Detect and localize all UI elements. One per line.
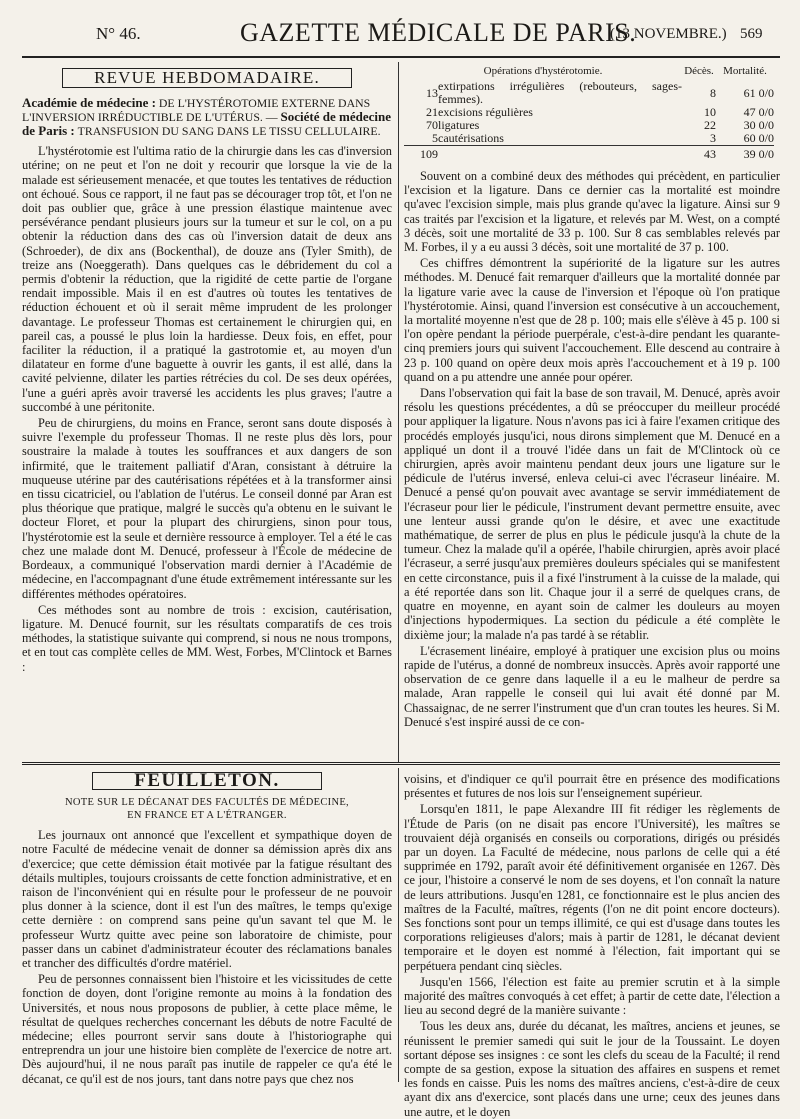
table-cell-label: extirpations irrégulières (rebouteurs, sages-femmes).: [438, 79, 682, 106]
table-cell-deces: 8: [710, 85, 716, 100]
table-cell-mortalite: 60 0/0: [743, 131, 774, 145]
table-cell-deces: 3: [710, 131, 716, 145]
table-header-deces: Décès.: [684, 65, 714, 77]
revue-summary: [22, 96, 392, 138]
feuilleton-subtitle-line-2: EN FRANCE ET A L'ÉTRANGER.: [127, 810, 287, 822]
table-total-mortalite: 39 0/0: [716, 146, 774, 162]
table-header-operations: Opérations d'hystérotomie.: [483, 65, 603, 77]
newspaper-page: [22, 14, 780, 1119]
feuilleton-paragraph: Lorsqu'en 1811, le pape Alexandre III fit rédiger les règlements de l'Étude de Paris (on ne disait pas encore l'Université), les maîtres se trouvaient déjà organisés en conseils ou corporations, dirigés ou présidés par un doyen. La Faculté de médecine, nous parlons de celle qui a été supprimée en 1792, paraît avoir été définitivement organisée en 1267. Dès ce jour, l'histoire a conservé le nom de ses doyens, et l'on connaît la nature de leurs attributions. Jusqu'en 1281, ce fonctionnaire est le plus ancien des maîtres de la Faculté, maîtres, régents (l'on ne dit point encore docteurs). Ses fonctions sont pour un temps illimité, ce qui est d'usage dans toutes les corporations religieuses d'alors; mais à partir de 1281, le décanat devient temporaire et le doyen est nommé à l'élection, fait important qui se perpétuera pendant cinq siècles.: [404, 802, 780, 973]
revue-title: REVUE HEBDOMADAIRE.: [62, 68, 352, 88]
table-cell-label: cautérisations: [438, 131, 504, 145]
table-cell-deces: 22: [704, 118, 716, 132]
masthead: [22, 14, 780, 58]
table-total-deces: 43: [682, 146, 716, 162]
table-cell-label: ligatures: [438, 118, 480, 132]
table-cell-mortalite: 30 0/0: [743, 118, 774, 132]
revue-paragraph: Ces chiffres démontrent la supériorité de la ligature sur les autres méthodes. M. Denucé fait remarquer d'ailleurs que la mortalité donnée par la ligature varie avec la cause de l'inversion et l'époque où l'on pratique l'hystérotomie. Ainsi, quand l'inversion est consécutive à un accouchement, la mortalité moyenne n'est que de 28 p. 100; mais elle s'élève à 45 p. 100 si l'on opère pendant la période puerpérale, c'est-à-dire pendant les quarante-cinq premiers jours qui suivent l'accouchement. Elle descend au contraire à 23 p. 100 quand on opère deux mois après l'accouchement et à 19 p. 100 quand on a pu attendre une année pour opérer.: [404, 256, 780, 384]
revue-paragraph: Peu de chirurgiens, du moins en France, seront sans doute disposés à suivre l'exemple du professeur Thomas. Il ne reste plus dès lors, pour soustraire la malade à toutes les souffrances et aux dangers de son infirmité, que le traitement palliatif d'Aran, consistant à détruire la muqueuse utérine par des cautérisations répétées et à la transformer ainsi en tissu cicatriciel, ou l'ablation de l'utérus. Le conseil donné par Aran est plus théorique que pratique, malgré le succès qu'a obtenu en le suivant le docteur Floret, et pour la plupart des chirurgiens, sinon pour tous, l'hystérotomie est la seule et dernière ressource à employer. Tel a été le cas chez une malade dont M. Denucé, professeur à l'École de médecine de Bordeaux, a communiqué l'observation mardi dernier à l'Académie de médecine, en l'accompagnant d'une étude extrêmement intéressante sur les différentes méthodes opératoires.: [22, 416, 392, 601]
table-cell-count: 21: [426, 105, 438, 119]
revue-paragraph: L'écrasement linéaire, employé à pratiquer une excision plus ou moins rapide de l'utérus, a donné de nombreux insuccès. Après avoir rapporté une observation de ce genre dans laquelle il a eu le malheur de perdre sa malade, Aran rappelle le conseil qui lui avait été donné par M. Chassaignac, de ne serrer l'instrument que d'un cran toutes les heures. Si M. Denucé s'est inspiré aussi de ce con-: [404, 643, 780, 729]
table-cell-deces: 10: [704, 105, 716, 119]
academie-label: Académie de médecine :: [22, 95, 156, 111]
revue-column-left: [22, 64, 392, 758]
issue-date: (13 NOVEMBRE.): [610, 26, 727, 42]
table-cell-label: excisions régulières: [438, 105, 533, 119]
revue-paragraph: Souvent on a combiné deux des méthodes qui précèdent, en particulier l'excision et la ligature. Dans ce dernier cas la mortalité est moindre qu'avec l'excision simple, mais plus grande qu'avec la ligature. Ainsi sur 9 cas traités par l'excision et la ligature, et relevés par M. West, on a compté 3 décès, soit une mortalité de 33 p. 100. Sur 8 cas semblables relevés par M. Forbes, il y a eu aussi 3 décès, soit une mortalité de 37 p. 100.: [404, 169, 780, 255]
revue-paragraph: Ces méthodes sont au nombre de trois : excision, cautérisation, ligature. M. Denucé fournit, sur les résultats comparatifs de ces trois méthodes, la statistique suivante qui comprend, si nous ne nous trompons, et en tout cas complète celles de MM. West, Forbes, M'Clintock et Barnes :: [22, 602, 392, 674]
feuilleton-subtitle: [22, 796, 392, 822]
revue-column-right: [404, 64, 780, 758]
issue-number: N° 46.: [96, 24, 141, 43]
academie-topic: DE L'HYSTÉROTOMIE EXTERNE DANS L'INVERSION IRRÉDUCTIBLE DE L'UTÉRUS. —: [22, 96, 371, 125]
feuilleton-subtitle-line-1: NOTE SUR LE DÉCANAT DES FACULTÉS DE MÉDECINE,: [65, 797, 349, 809]
table-row: [404, 132, 774, 146]
feuilleton-paragraph: Peu de personnes connaissent bien l'histoire et les vicissitudes de cette fonction de doyen, dont l'origine remonte au moins à la fondation des Universités, et nous nous proposons de publier, à cette place même, le résultat de quelques recherches concernant les débuts de notre Faculté de médecine; elles pourront servir sans doute à l'historiographe qui entreprendra un jour une histoire bien complète de l'exercice de notre art. Dès aujourd'hui, il ne nous paraît pas inutile de rappeler ce qu'a été le décanat, ce qu'il est de nos jours, tant dans notre pays que chez nos: [22, 972, 392, 1086]
hysterotomy-stats-table: [404, 64, 774, 161]
societe-label: Société de médecine de Paris :: [22, 109, 391, 139]
feuilleton-paragraph: Les journaux ont annoncé que l'excellent et sympathique doyen de notre Faculté de médecine venait de donner sa démission après dix ans d'exercice; que cette démission était motivée par la fatigue résultant des détails multiples, toujours croissants de cette fonction administrative, et en raison de l'inconvénient qui en résulte pour le professeur de ne pouvoir plus donner à la science, dont il est l'un des maîtres, le temps qu'exige cette dernière : on comprend sans peine qu'un savant tel que M. le professeur Wurtz quitte avec peine son laboratoire de chimiste, pour passer dans un cabinet d'administrateur écouter des réclamations banales et trancher des difficultés d'ordre matériel.: [22, 828, 392, 971]
table-total-row: [404, 146, 774, 162]
revue-paragraph: Dans l'observation qui fait la base de son travail, M. Denucé, après avoir résolu les questions précédentes, a dû se préoccuper du meilleur procédé pour appliquer la ligature. Nous n'avons pas ici à faire l'examen critique des procédés employés jusqu'ici, nous dirons simplement que M. Denucé en a appliqué un dont il a trouvé l'idée dans un fait de M'Clintock où ce chirurgien, après avoir maintenu pendant deux jours une ligature sur le pédicule de l'utérus inversé, enleva celui-ci avec l'écraseur linéaire. M. Denucé a pensé qu'on pouvait avec avantage se servir immédiatement de l'écraseur pour lier le pédicule, l'instrument devant permettre ensuite, avec une lenteur aussi grande qu'on le désire, et avec une exactitude mathématique, de serrer de plus en plus le pédicule jusqu'à la chute de la tumeur. Chez la malade qu'il a opérée, l'habile chirurgien, après avoir placé l'écraseur, a serré jusqu'aux premières douleurs spéciales qui se manifestent en cette circonstance, puis il a fixé l'instrument à la cuisse de la malade, qui a été reportée dans son lit. Chaque jour il a serré de quelques crans, de quatre en moyenne, en ayant soin de calmer les douleurs au moyen d'injections hypodermiques. La section du pédicule a été complète le dixième jour; la malade n'a pas tardé à se rétablir.: [404, 386, 780, 642]
table-cell-count: 13: [426, 85, 438, 100]
journal-title: GAZETTE MÉDICALE DE PARIS.: [240, 18, 637, 47]
feuilleton-column-right: [404, 772, 780, 1119]
feuilleton-column-left: [22, 770, 392, 1086]
table-cell-count: 5: [432, 131, 438, 145]
table-header-row: [404, 64, 774, 80]
revue-paragraph: L'hystérotomie est l'ultima ratio de la chirurgie dans les cas d'inversion utérine; on ne peut et l'on ne doit y recourir que lorsque la vie de la malade est sérieusement menacée, et que toutes les tentatives de réduction ont échoué. Sous ce rapport, il ne faut pas se décourager trop tôt, et l'on ne doit pas oublier que, grâce à une pression élastique maintenue avec persévérance pendant plusieurs jours sur la tumeur et sur le col, on a pu obtenir la réduction dans des cas où l'inversion datait de deux ans (Schroeder), de dix ans (Bockenthal), de douze ans (Tyler Smith), de treize ans (Noeggerath). Dans quelques cas le débridement du col a permis d'obtenir la réduction, que la rigidité de cette partie de l'organe rendait impossible. Mais il en est d'autres où toutes les tentatives de réduction échouent et où il serait même imprudent de les prolonger davantage. Le professeur Thomas est certainement le chirurgien qui, en pareil cas, a poussé le plus loin la hardiesse. Deux fois, en effet, pour faciliter la réduction, il a pratiqué la gastrotomie et, au moyen d'un dilatateur en forme d'une baguette à ouvrir les gants, il est allé, dans la cavité pelvienne, dilater les parties rétrécies du col. De ses deux opérées, l'une a guéri après avoir traversé les accidents les plus graves; l'autre a succombé à une péritonite.: [22, 144, 392, 414]
table-total-count: 109: [404, 146, 438, 162]
feuilleton-paragraph: voisins, et d'indiquer ce qu'il pourrait être en présence des modifications présentes et futures de nos lois sur l'enseignement supérieur.: [404, 772, 780, 801]
feuilleton-separator: [22, 762, 780, 765]
table-row: [404, 80, 774, 106]
table-cell-mortalite: 47 0/0: [743, 105, 774, 119]
column-divider: [398, 62, 399, 762]
feuilleton-column-divider: [398, 768, 399, 1082]
table-header-mortalite: Mortalité.: [723, 65, 767, 77]
table-cell-mortalite: 61 0/0: [743, 85, 774, 100]
feuilleton-paragraph: Tous les deux ans, durée du décanat, les maîtres, anciens et jeunes, se réunissent le premier samedi qui suit le jour de la Toussaint. Le doyen sortant dépose ses insignes : ce sont les clefs du sceau de la Faculté; il rend compte de sa gestion, expose la situation des affaires en suspens et remet les fonds en caisse. Puis les noms des maîtres anciens, c'est-à-dire de ceux ayant dix ans d'exercice, sont placés dans une urne; ceux des jeunes dans une autre, et le doyen: [404, 1019, 780, 1119]
feuilleton-title: FEUILLETON.: [92, 772, 322, 790]
feuilleton-paragraph: Jusqu'en 1566, l'élection est faite au premier scrutin et à la simple majorité des maîtres convoqués à cet effet; à partir de cette date, l'élection a lieu au second degré de la manière suivante :: [404, 974, 780, 1018]
table-total-spacer: [438, 146, 682, 162]
page-number: 569: [740, 26, 763, 42]
societe-topic: TRANSFUSION DU SANG DANS LE TISSU CELLULAIRE.: [77, 124, 381, 139]
table-cell-count: 70: [426, 118, 438, 132]
